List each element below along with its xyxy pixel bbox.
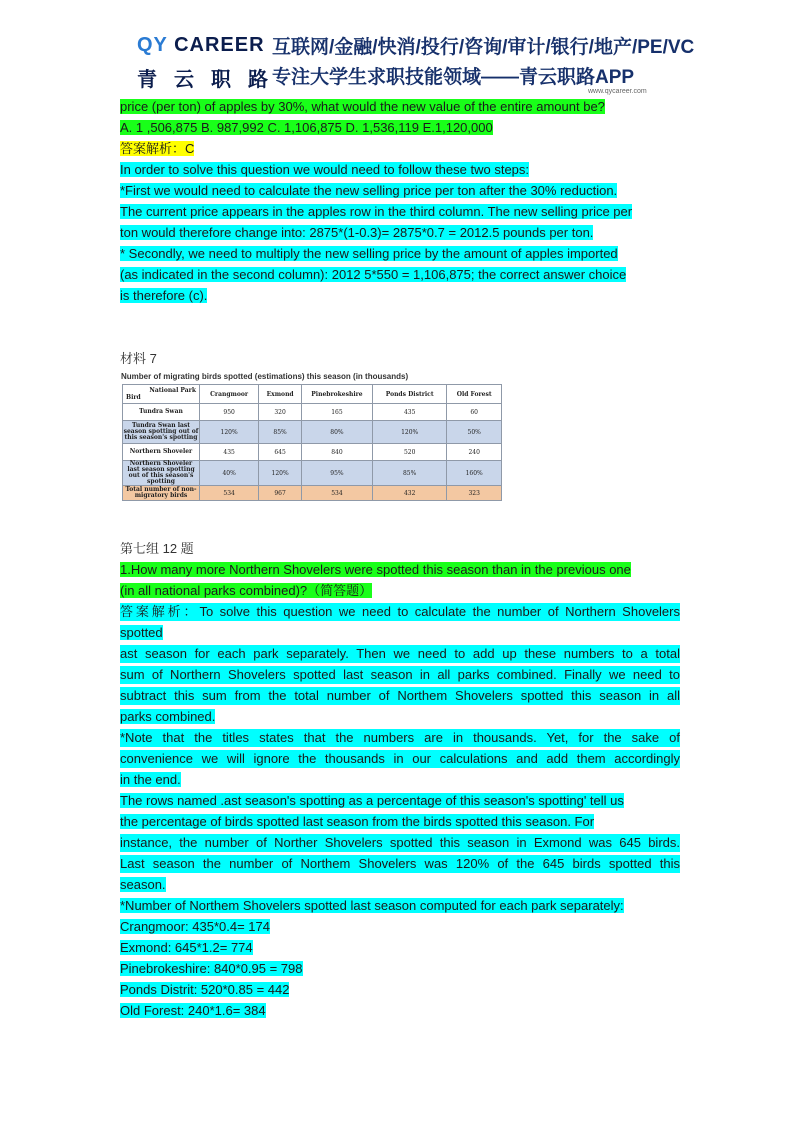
row-label: Total number of non-migratory birds: [123, 486, 200, 501]
question-line: (in all national parks combined)?（简答题）: [120, 583, 373, 598]
answer-line: spotted: [120, 625, 163, 640]
answer-line: Last season the number of Northem Shovelers was 120% of the 645 birds spotted this: [120, 856, 680, 871]
answer-line: 答案解析：To solve this question we need to calculate the number of Northern Shovelers: [120, 604, 680, 619]
table-cell: 50%: [447, 421, 502, 444]
header-url: www.qycareer.com: [588, 88, 647, 95]
answer-line: Old Forest: 240*1.6= 384: [120, 1003, 266, 1018]
prev-question-options: A. 1 ,506,875 B. 987,992 C. 1,106,875 D. 1,536,119 E.1,120,000: [120, 120, 493, 135]
column-header: Ponds District: [372, 385, 446, 404]
row-label: Northern Shoveler: [123, 444, 200, 461]
table-cell: 435: [372, 404, 446, 421]
answer-line: ast season for each park separately. Then we need to add up these numbers to a total: [120, 646, 680, 661]
column-header: Pinebrokeshire: [301, 385, 372, 404]
question-line: 1.How many more Northern Shovelers were spotted this season than in the previous one: [120, 562, 631, 577]
table-cell: 240: [447, 444, 502, 461]
table-cell: 40%: [200, 461, 259, 486]
brand-logo-en: QY CAREER: [137, 34, 265, 56]
table-cell: 120%: [372, 421, 446, 444]
row-label: Tundra Swan last season spotting out of this season's spotting: [123, 421, 200, 444]
table-cell: 95%: [301, 461, 372, 486]
page-header: [0, 0, 800, 100]
table-row: [123, 404, 502, 421]
corner-label-bird: Bird: [126, 394, 141, 401]
answer-line: parks combined.: [120, 709, 216, 724]
table-title: Number of migrating birds spotted (estimations) this season (in thousands): [121, 372, 409, 381]
answer-line: the percentage of birds spotted last season from the birds spotted this season. For: [120, 814, 595, 829]
table-cell: 85%: [372, 461, 446, 486]
answer-line: Pinebrokeshire: 840*0.95 = 798: [120, 961, 303, 976]
table-cell: 120%: [259, 461, 302, 486]
table-cell: 60: [447, 404, 502, 421]
header-tagline-slogan: 专注大学生求职技能领域——青云职路APP: [272, 67, 635, 88]
table-cell: 520: [372, 444, 446, 461]
table-cell: 967: [259, 486, 302, 501]
table-cell: 432: [372, 486, 446, 501]
table-row: [123, 421, 502, 444]
corner-label-park: National Park: [149, 387, 196, 394]
table-cell: 435: [200, 444, 259, 461]
brand-logo-cn: 青云职路: [137, 69, 285, 91]
answer-line: instance, the number of Norther Shovelers spotted this season in Exmond was 645 birds.: [120, 835, 680, 850]
prev-explanation-line: The current price appears in the apples row in the third column. The new selling price per: [120, 204, 633, 219]
header-tagline-industries: 互联网/金融/快消/投行/咨询/审计/银行/地产/PE/VC: [272, 37, 695, 58]
table-cell: 160%: [447, 461, 502, 486]
column-header: Old Forest: [447, 385, 502, 404]
prev-answer-label: 答案解析：C: [120, 141, 195, 156]
prev-explanation-line: *First we would need to calculate the new selling price per ton after the 30% reduction.: [120, 183, 618, 198]
answer-line: Exmond: 645*1.2= 774: [120, 940, 253, 955]
table-cell: 534: [301, 486, 372, 501]
answer-line: sum of Northern Shovelers spotted last season in all parks combined. Finally we need to: [120, 667, 680, 682]
answer-line: *Note that the titles states that the numbers are in thousands. Yet, for the sake of: [120, 730, 680, 745]
birds-table: [122, 384, 502, 501]
table-cell: 120%: [200, 421, 259, 444]
table-row: [123, 461, 502, 486]
table-cell: 645: [259, 444, 302, 461]
table-cell: 840: [301, 444, 372, 461]
table-header-row: [123, 385, 502, 404]
prev-explanation-line: (as indicated in the second column): 2012 5*550 = 1,106,875; the correct answer choice: [120, 267, 627, 282]
answer-line: The rows named .ast season's spotting as a percentage of this season's spotting' tell us: [120, 793, 624, 808]
table-corner-cell: [123, 385, 200, 404]
answer-line: *Number of Northem Shovelers spotted last season computed for each park separately:: [120, 898, 624, 913]
table-row: [123, 444, 502, 461]
answer-line: convenience we will ignore the thousands in our calculations and add them accordingly: [120, 751, 680, 766]
table-cell: 320: [259, 404, 302, 421]
material-label: 材料 7: [120, 351, 157, 366]
table-cell: 323: [447, 486, 502, 501]
table-row: [123, 486, 502, 501]
table-cell: 165: [301, 404, 372, 421]
row-label: Northern Shoveler last season spotting out of this season's spotting: [123, 461, 200, 486]
group-label: 第七组 12 题: [120, 541, 194, 556]
prev-question-tail: price (per ton) of apples by 30%, what would the new value of the entire amount be?: [120, 99, 605, 114]
row-label: Tundra Swan: [123, 404, 200, 421]
table-cell: 80%: [301, 421, 372, 444]
prev-explanation-line: In order to solve this question we would need to follow these two steps:: [120, 162, 530, 177]
table-cell: 534: [200, 486, 259, 501]
prev-explanation-line: * Secondly, we need to multiply the new selling price by the amount of apples imported: [120, 246, 618, 261]
column-header: Crangmoor: [200, 385, 259, 404]
answer-line: Ponds Distrit: 520*0.85 = 442: [120, 982, 290, 997]
table-cell: 85%: [259, 421, 302, 444]
prev-explanation-line: is therefore (c).: [120, 288, 208, 303]
answer-line: subtract this sum from the total number of Northem Shovelers spotted this season in all: [120, 688, 680, 703]
answer-line: Crangmoor: 435*0.4= 174: [120, 919, 270, 934]
prev-explanation-line: ton would therefore change into: 2875*(1-0.3)= 2875*0.7 = 2012.5 pounds per ton.: [120, 225, 594, 240]
answer-line: season.: [120, 877, 166, 892]
answer-line: in the end.: [120, 772, 181, 787]
table-cell: 950: [200, 404, 259, 421]
column-header: Exmond: [259, 385, 302, 404]
